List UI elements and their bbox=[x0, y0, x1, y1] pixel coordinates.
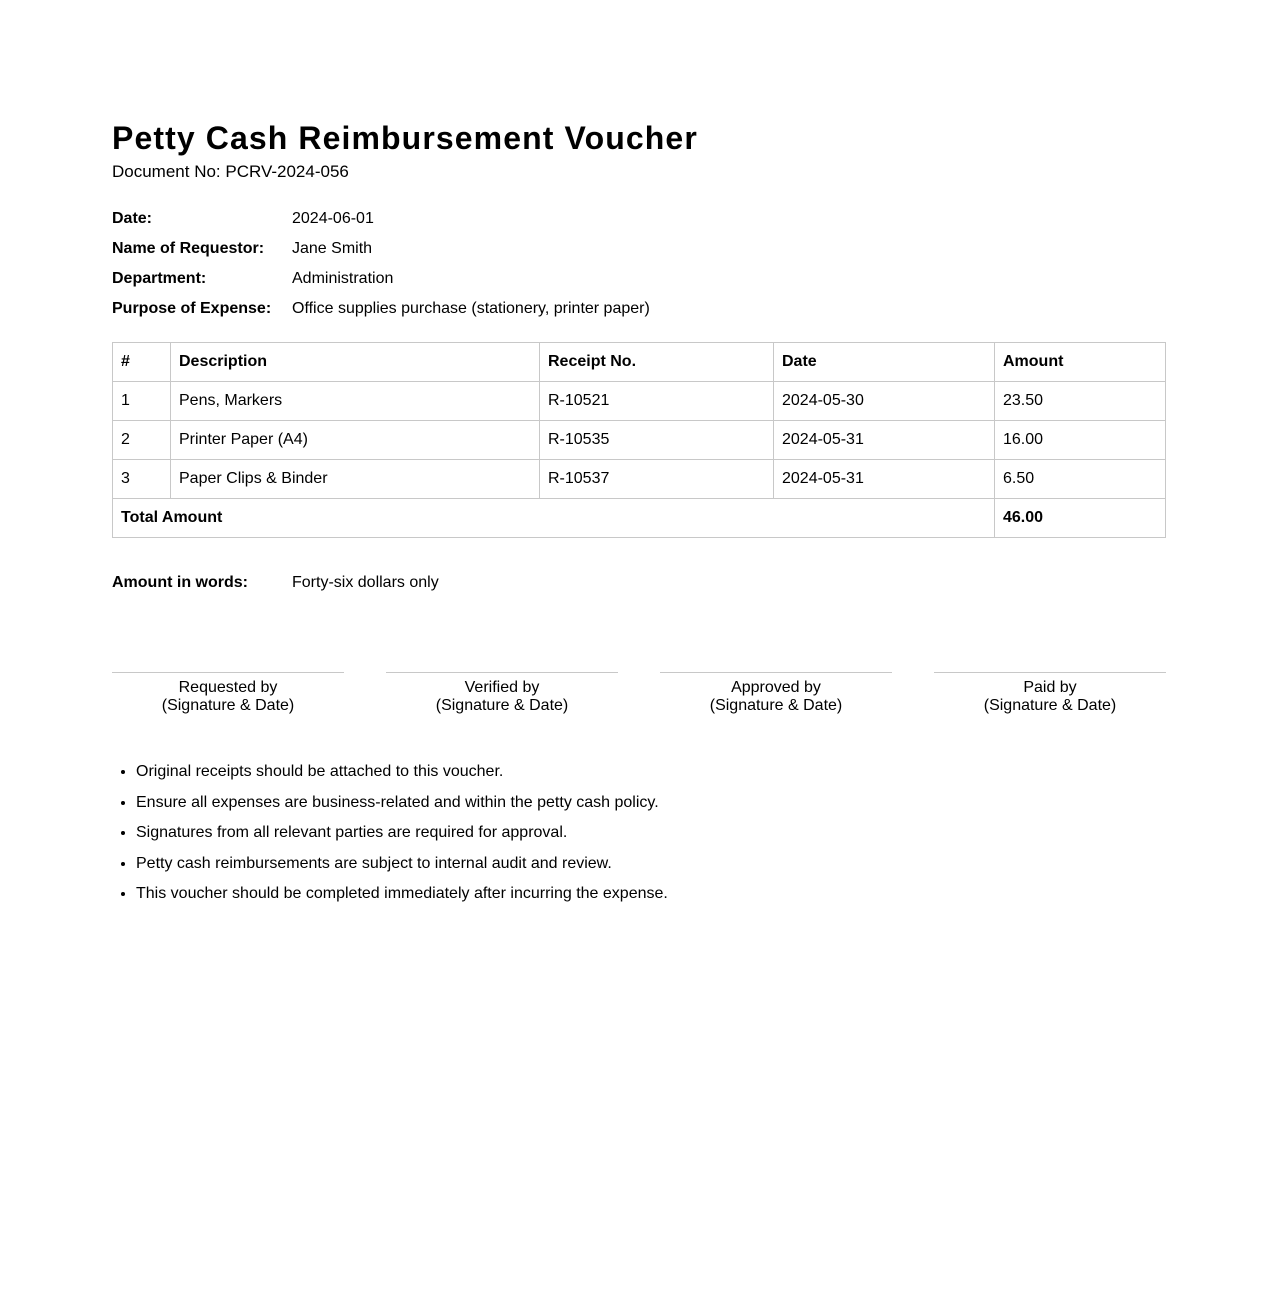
list-item: • Ensure all expenses are business-related and within the petty cash policy. bbox=[136, 793, 1166, 813]
info-row-date bbox=[112, 204, 1166, 234]
cell-date: 2024-05-30 bbox=[774, 382, 995, 421]
amount-in-words-label: Amount in words: bbox=[112, 574, 248, 591]
signature-role: Verified by bbox=[464, 679, 540, 696]
purpose-value: Office supplies purchase (stationery, printer paper) bbox=[292, 300, 650, 317]
cell-amount: 6.50 bbox=[995, 460, 1166, 499]
signature-requested-by bbox=[112, 672, 344, 715]
document-number: Document No: PCRV-2024-056 bbox=[112, 162, 349, 181]
voucher-page bbox=[112, 0, 1166, 904]
date-label: Date: bbox=[112, 210, 153, 227]
cell-receipt-no: R-10535 bbox=[540, 421, 774, 460]
header-number: # bbox=[113, 343, 171, 382]
table-row bbox=[113, 382, 1166, 421]
requestor-value: Jane Smith bbox=[292, 240, 373, 257]
info-row-purpose bbox=[112, 294, 1166, 324]
table-header-row bbox=[113, 343, 1166, 382]
signature-role: Approved by bbox=[731, 679, 821, 696]
cell-receipt-no: R-10537 bbox=[540, 460, 774, 499]
info-row-requestor bbox=[112, 234, 1166, 264]
header-date: Date bbox=[774, 343, 995, 382]
list-item: • This voucher should be completed immediately after incurring the expense. bbox=[136, 884, 1166, 904]
total-amount-value: 46.00 bbox=[995, 499, 1166, 538]
document-title: Petty Cash Reimbursement Voucher bbox=[112, 120, 698, 156]
voucher-notes bbox=[112, 762, 1166, 904]
cell-amount: 16.00 bbox=[995, 421, 1166, 460]
signature-verified-by bbox=[386, 672, 618, 715]
amount-in-words-value: Forty-six dollars only bbox=[292, 574, 439, 591]
signature-paid-by bbox=[934, 672, 1166, 715]
signature-role: Requested by bbox=[178, 679, 278, 696]
department-value: Administration bbox=[292, 270, 394, 287]
header-receipt-no: Receipt No. bbox=[540, 343, 774, 382]
list-item: • Original receipts should be attached to this voucher. bbox=[136, 762, 1166, 782]
signature-role: Paid by bbox=[1023, 679, 1077, 696]
signature-section bbox=[112, 672, 1166, 715]
requestor-label: Name of Requestor: bbox=[112, 240, 265, 257]
table-row bbox=[113, 421, 1166, 460]
cell-number: 1 bbox=[113, 382, 171, 421]
cell-receipt-no: R-10521 bbox=[540, 382, 774, 421]
expense-table bbox=[112, 342, 1166, 538]
header-amount: Amount bbox=[995, 343, 1166, 382]
cell-number: 2 bbox=[113, 421, 171, 460]
amount-in-words bbox=[112, 572, 1166, 594]
info-row-department bbox=[112, 264, 1166, 294]
signature-note: (Signature & Date) bbox=[709, 697, 843, 714]
total-row bbox=[113, 499, 1166, 538]
cell-description: Paper Clips & Binder bbox=[171, 460, 540, 499]
cell-description: Pens, Markers bbox=[171, 382, 540, 421]
department-label: Department: bbox=[112, 270, 207, 287]
voucher-info bbox=[112, 204, 1166, 324]
cell-description: Printer Paper (A4) bbox=[171, 421, 540, 460]
list-item: • Petty cash reimbursements are subject to internal audit and review. bbox=[136, 854, 1166, 874]
signature-note: (Signature & Date) bbox=[435, 697, 569, 714]
cell-amount: 23.50 bbox=[995, 382, 1166, 421]
table-row bbox=[113, 460, 1166, 499]
signature-note: (Signature & Date) bbox=[983, 697, 1117, 714]
cell-date: 2024-05-31 bbox=[774, 460, 995, 499]
date-value: 2024-06-01 bbox=[292, 210, 374, 227]
signature-note: (Signature & Date) bbox=[161, 697, 295, 714]
purpose-label: Purpose of Expense: bbox=[112, 300, 272, 317]
total-amount-label: Total Amount bbox=[113, 499, 995, 538]
header-description: Description bbox=[171, 343, 540, 382]
cell-date: 2024-05-31 bbox=[774, 421, 995, 460]
cell-number: 3 bbox=[113, 460, 171, 499]
list-item: • Signatures from all relevant parties are required for approval. bbox=[136, 823, 1166, 843]
signature-approved-by bbox=[660, 672, 892, 715]
